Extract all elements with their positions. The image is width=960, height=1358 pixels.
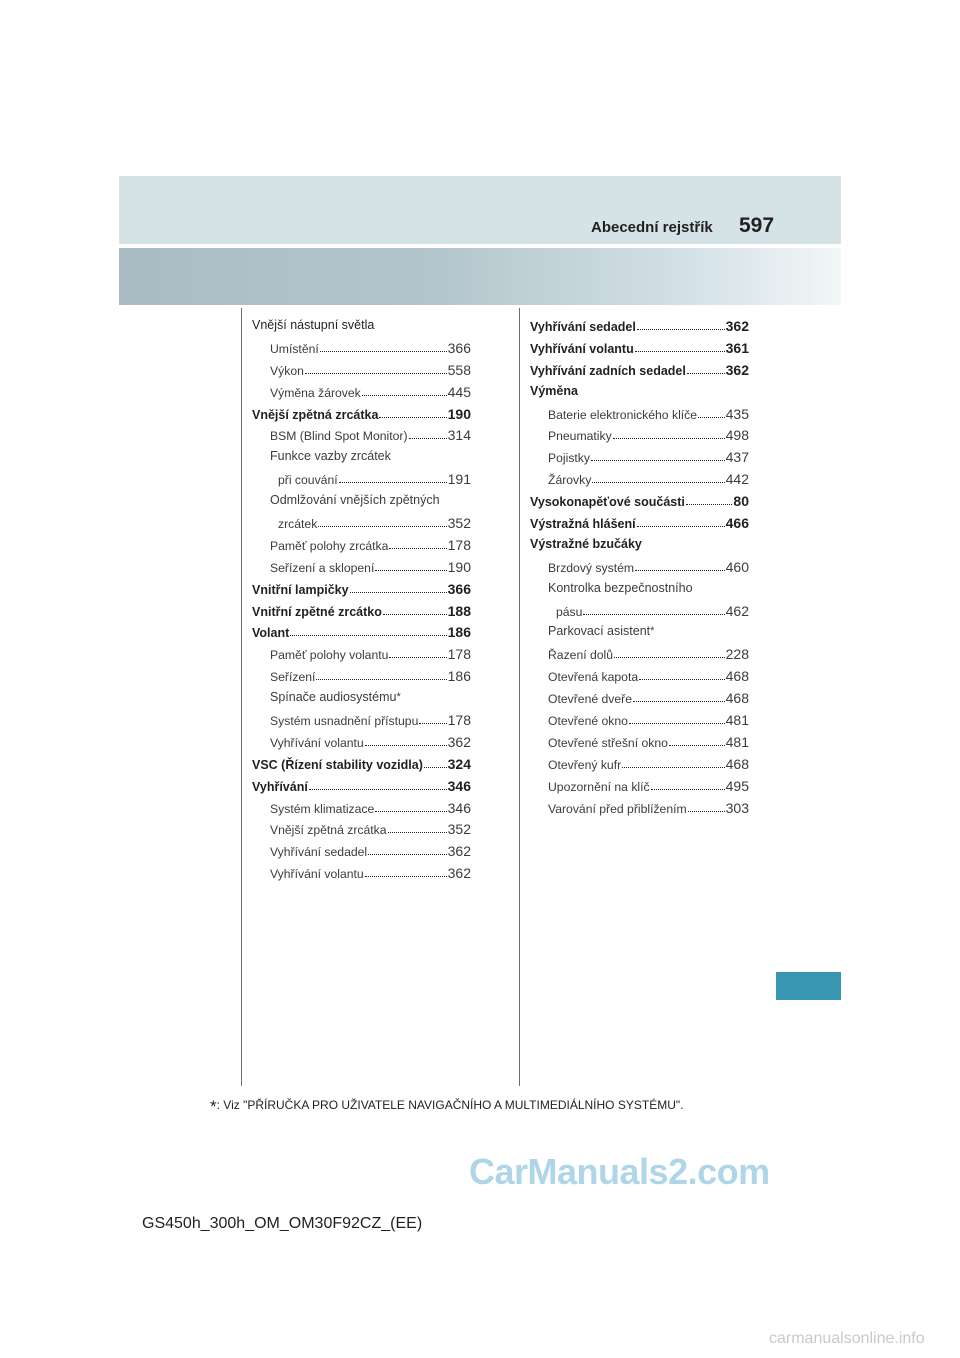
index-entry[interactable] bbox=[252, 340, 471, 362]
dot-leader bbox=[409, 438, 447, 439]
dot-leader bbox=[305, 373, 447, 374]
dot-leader bbox=[592, 482, 724, 483]
watermark-footer[interactable]: carmanualsonline.info bbox=[769, 1330, 925, 1347]
index-entry[interactable] bbox=[530, 778, 749, 800]
entry-label: při couvání bbox=[278, 473, 338, 488]
entry-label: Seřízení bbox=[270, 670, 316, 685]
center-column-rule bbox=[519, 308, 520, 1086]
index-entry[interactable] bbox=[252, 559, 471, 581]
entry-label: Vnitřní zpětné zrcátko bbox=[252, 604, 382, 619]
index-entry[interactable] bbox=[530, 646, 749, 668]
page-number: 597 bbox=[739, 214, 775, 237]
entry-page-number[interactable]: 188 bbox=[447, 602, 471, 619]
dot-leader bbox=[583, 614, 724, 615]
entry-page-number[interactable]: 466 bbox=[725, 515, 749, 532]
dot-leader bbox=[309, 789, 447, 790]
entry-page-number[interactable]: 352 bbox=[447, 515, 471, 532]
index-entry[interactable] bbox=[530, 318, 749, 340]
entry-page-number[interactable]: 314 bbox=[447, 427, 471, 444]
entry-label: Výkon bbox=[270, 363, 304, 378]
entry-label: Žárovky bbox=[548, 473, 592, 488]
entry-page-number[interactable]: 468 bbox=[725, 668, 749, 685]
index-entry[interactable] bbox=[252, 800, 471, 822]
entry-label: Výměna žárovek bbox=[270, 385, 361, 400]
dot-leader bbox=[629, 723, 725, 724]
index-entry[interactable] bbox=[252, 406, 471, 428]
entry-label: Vyhřívání volantu bbox=[530, 341, 634, 356]
entry-page-number[interactable]: 346 bbox=[447, 777, 471, 794]
dot-leader bbox=[637, 526, 725, 527]
index-entry[interactable] bbox=[252, 384, 471, 406]
entry-label: Vyhřívání sedadel bbox=[530, 320, 636, 334]
dot-leader bbox=[320, 351, 447, 352]
dot-leader bbox=[633, 701, 725, 702]
index-entry[interactable] bbox=[252, 471, 471, 493]
index-entry bbox=[252, 449, 471, 471]
thumb-index-tab[interactable] bbox=[776, 972, 841, 1000]
entry-label: Volant bbox=[252, 626, 290, 641]
index-entry bbox=[530, 624, 749, 646]
dot-leader bbox=[389, 548, 446, 549]
index-entry[interactable] bbox=[530, 668, 749, 690]
entry-page-number[interactable]: 362 bbox=[725, 318, 749, 334]
dot-leader bbox=[614, 657, 725, 658]
dot-leader bbox=[635, 570, 725, 571]
entry-page-number[interactable]: 460 bbox=[725, 558, 749, 575]
entry-label: Řazení dolů bbox=[548, 648, 614, 663]
entry-label: Otevřená kapota bbox=[548, 670, 639, 685]
entry-label: Otevřený kufr bbox=[548, 757, 622, 772]
index-entry[interactable] bbox=[530, 471, 749, 493]
entry-label: Výměna bbox=[530, 383, 578, 398]
index-entry[interactable] bbox=[530, 800, 749, 822]
entry-label: Kontrolka bezpečnostního bbox=[548, 580, 693, 595]
index-entry bbox=[252, 690, 471, 712]
dot-leader bbox=[686, 504, 733, 505]
dot-leader bbox=[687, 373, 725, 374]
entry-page-number[interactable]: 362 bbox=[447, 865, 471, 882]
entry-label: Upozornění na klíč bbox=[548, 779, 650, 794]
index-entry[interactable] bbox=[252, 821, 471, 843]
dot-leader bbox=[669, 745, 725, 746]
dot-leader bbox=[339, 482, 447, 483]
index-entry[interactable] bbox=[530, 493, 749, 515]
entry-label: Vyhřívání zadních sedadel bbox=[530, 363, 686, 378]
entry-page-number[interactable]: 481 bbox=[725, 712, 749, 729]
index-entry[interactable] bbox=[252, 427, 471, 449]
entry-label: Výstražné bzučáky bbox=[530, 536, 642, 551]
entry-label: Vnější nástupní světla bbox=[252, 318, 375, 332]
dot-leader bbox=[375, 570, 446, 571]
entry-page-number[interactable]: 178 bbox=[447, 646, 471, 663]
index-entry[interactable] bbox=[530, 515, 749, 537]
entry-label: Pneumatiky bbox=[548, 429, 612, 444]
index-entry bbox=[530, 537, 749, 559]
entry-label: Vyhřívání sedadel bbox=[270, 845, 368, 860]
entry-page-number[interactable]: 435 bbox=[725, 405, 749, 422]
index-entry[interactable] bbox=[252, 712, 471, 734]
entry-page-number[interactable]: 468 bbox=[725, 755, 749, 772]
index-entry[interactable] bbox=[530, 690, 749, 712]
entry-label: Varování před přiblížením bbox=[548, 801, 687, 816]
entry-label: Funkce vazby zrcátek bbox=[270, 449, 391, 464]
entry-label: Systém usnadnění přístupu bbox=[270, 714, 419, 729]
index-entry[interactable] bbox=[530, 340, 749, 362]
entry-label: Odmlžování vnějších zpětných bbox=[270, 493, 440, 508]
index-entry[interactable] bbox=[530, 559, 749, 581]
entry-page-number[interactable]: 498 bbox=[725, 427, 749, 444]
index-entry[interactable] bbox=[252, 581, 471, 603]
dot-leader bbox=[613, 438, 725, 439]
footnote-marker: * bbox=[650, 625, 655, 638]
entry-label: Vyhřívání bbox=[252, 779, 308, 794]
entry-label: Brzdový systém bbox=[548, 560, 635, 575]
entry-page-number[interactable]: 362 bbox=[447, 843, 471, 860]
dot-leader bbox=[365, 876, 447, 877]
section-title: Abecední rejstřík bbox=[591, 219, 713, 236]
index-entry bbox=[252, 493, 471, 515]
index-entry[interactable] bbox=[252, 362, 471, 384]
entry-label: Vysokonapěťové součásti bbox=[530, 495, 685, 510]
index-entry[interactable] bbox=[530, 603, 749, 625]
entry-page-number[interactable]: 468 bbox=[725, 690, 749, 707]
entry-label: Pojistky bbox=[548, 451, 590, 466]
entry-page-number[interactable]: 437 bbox=[725, 449, 749, 466]
dot-leader bbox=[639, 679, 725, 680]
index-entry[interactable] bbox=[252, 734, 471, 756]
dot-leader bbox=[383, 614, 447, 615]
index-entry[interactable] bbox=[530, 406, 749, 428]
dot-leader bbox=[375, 811, 446, 812]
entry-page-number[interactable]: 361 bbox=[725, 339, 749, 356]
entry-page-number[interactable]: 80 bbox=[733, 493, 749, 510]
index-entry bbox=[252, 318, 471, 340]
entry-page-number[interactable]: 178 bbox=[447, 712, 471, 729]
index-entry[interactable] bbox=[530, 427, 749, 449]
index-entry[interactable] bbox=[252, 624, 471, 646]
index-entry[interactable] bbox=[530, 362, 749, 384]
entry-label: Systém klimatizace bbox=[270, 801, 375, 816]
document-code: GS450h_300h_OM_OM30F92CZ_(EE) bbox=[142, 1215, 423, 1232]
entry-label: zrcátek bbox=[278, 517, 318, 532]
dot-leader bbox=[591, 460, 725, 461]
watermark-logo[interactable]: CarManuals2.com bbox=[469, 1151, 770, 1192]
dot-leader bbox=[688, 811, 725, 812]
entry-label: pásu bbox=[556, 604, 583, 619]
entry-label: Paměť polohy zrcátka bbox=[270, 538, 389, 553]
entry-page-number[interactable]: 324 bbox=[447, 755, 471, 772]
entry-page-number[interactable]: 190 bbox=[447, 558, 471, 575]
entry-label: Vyhřívání volantu bbox=[270, 867, 364, 882]
entry-page-number[interactable]: 442 bbox=[725, 471, 749, 488]
entry-page-number[interactable]: 186 bbox=[447, 668, 471, 685]
dot-leader bbox=[419, 723, 446, 724]
entry-label: Seřízení a sklopení bbox=[270, 560, 375, 575]
index-entry[interactable] bbox=[252, 865, 471, 887]
dot-leader bbox=[362, 395, 447, 396]
entry-page-number[interactable]: 346 bbox=[447, 799, 471, 816]
entry-label: Otevřené okno bbox=[548, 714, 628, 729]
dot-leader bbox=[290, 635, 446, 636]
header-band bbox=[119, 176, 841, 244]
index-column-left bbox=[252, 318, 471, 887]
entry-page-number[interactable]: 481 bbox=[725, 733, 749, 750]
entry-label: Spínače audiosystému bbox=[270, 690, 397, 705]
dot-leader bbox=[651, 789, 725, 790]
index-entry[interactable] bbox=[530, 756, 749, 778]
entry-page-number[interactable]: 462 bbox=[725, 602, 749, 619]
left-column-rule bbox=[241, 308, 242, 1086]
entry-label: Vyhřívání volantu bbox=[270, 735, 364, 750]
dot-leader bbox=[365, 745, 447, 746]
entry-label: BSM (Blind Spot Monitor) bbox=[270, 429, 408, 444]
entry-label: Vnitřní lampičky bbox=[252, 582, 349, 597]
index-entry bbox=[530, 581, 749, 603]
entry-label: Otevřené dveře bbox=[548, 692, 633, 707]
index-entry[interactable] bbox=[530, 734, 749, 756]
entry-page-number[interactable]: 558 bbox=[447, 361, 471, 378]
index-entry[interactable] bbox=[252, 778, 471, 800]
index-column-right bbox=[530, 318, 749, 821]
dot-leader bbox=[388, 832, 447, 833]
entry-page-number[interactable]: 191 bbox=[447, 471, 471, 488]
footnote-text: : Viz "PŘÍRUČKA PRO UŽIVATELE NAVIGAČNÍHO A MULTIMEDIÁLNÍHO SYSTÉMU". bbox=[216, 1098, 684, 1112]
dot-leader bbox=[389, 657, 446, 658]
index-entry[interactable] bbox=[530, 449, 749, 471]
entry-page-number[interactable]: 362 bbox=[725, 361, 749, 378]
entry-page-number[interactable]: 352 bbox=[447, 821, 471, 838]
index-entry[interactable] bbox=[252, 537, 471, 559]
entry-page-number[interactable]: 445 bbox=[447, 383, 471, 400]
entry-page-number[interactable]: 190 bbox=[447, 405, 471, 422]
dot-leader bbox=[698, 417, 725, 418]
entry-page-number[interactable]: 362 bbox=[447, 733, 471, 750]
index-entry[interactable] bbox=[252, 515, 471, 537]
footnote bbox=[210, 1094, 683, 1114]
entry-label: VSC (Řízení stability vozidla) bbox=[252, 757, 423, 772]
entry-page-number[interactable]: 366 bbox=[447, 580, 471, 597]
index-entry[interactable] bbox=[252, 603, 471, 625]
dot-leader bbox=[318, 526, 446, 527]
index-entry[interactable] bbox=[530, 712, 749, 734]
dot-leader bbox=[316, 679, 446, 680]
entry-page-number[interactable]: 178 bbox=[447, 536, 471, 553]
dot-leader bbox=[635, 351, 725, 352]
entry-page-number[interactable]: 186 bbox=[447, 624, 471, 641]
index-entry[interactable] bbox=[252, 843, 471, 865]
dot-leader bbox=[424, 767, 447, 768]
entry-label: Umístění bbox=[270, 341, 319, 356]
entry-label: Baterie elektronického klíče bbox=[548, 407, 698, 422]
index-entry[interactable] bbox=[252, 646, 471, 668]
entry-page-number[interactable]: 495 bbox=[725, 777, 749, 794]
entry-label: Otevřené střešní okno bbox=[548, 735, 668, 750]
dot-leader bbox=[622, 767, 724, 768]
dot-leader bbox=[350, 592, 447, 593]
gradient-band bbox=[119, 248, 841, 305]
entry-page-number[interactable]: 228 bbox=[725, 646, 749, 663]
entry-label: Výstražná hlášení bbox=[530, 517, 636, 532]
entry-page-number[interactable]: 366 bbox=[447, 339, 471, 356]
index-entry[interactable] bbox=[252, 668, 471, 690]
dot-leader bbox=[637, 329, 725, 330]
entry-page-number[interactable]: 303 bbox=[725, 799, 749, 816]
index-entry[interactable] bbox=[252, 756, 471, 778]
dot-leader bbox=[379, 417, 446, 418]
footnote-marker: * bbox=[396, 691, 401, 704]
index-entry bbox=[530, 384, 749, 406]
entry-label: Paměť polohy volantu bbox=[270, 648, 389, 663]
dot-leader bbox=[368, 854, 447, 855]
entry-label: Parkovací asistent bbox=[548, 624, 651, 639]
entry-label: Vnější zpětná zrcátka bbox=[252, 407, 379, 422]
entry-label: Vnější zpětná zrcátka bbox=[270, 823, 387, 838]
footnote-star: * bbox=[210, 1097, 217, 1116]
